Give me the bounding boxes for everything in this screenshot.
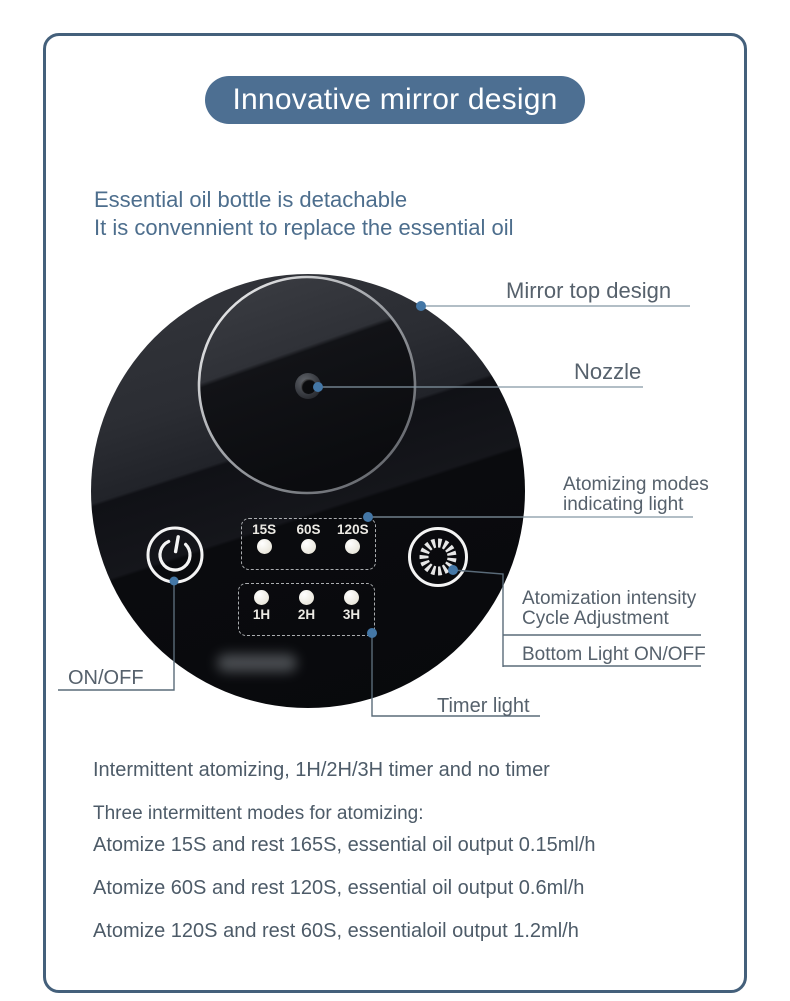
intensity-button-icon: [405, 524, 471, 590]
mode-label-15s: 15S: [252, 522, 277, 537]
mode-led-60s: [301, 539, 316, 554]
mode-led-15s: [257, 539, 272, 554]
product-top-view: [91, 274, 525, 708]
mirror-top-label: Mirror top design: [506, 278, 672, 303]
intensity-spinner-icon: [420, 539, 456, 575]
power-symbol-icon: [158, 534, 193, 572]
on-off-label: ON/OFF: [68, 667, 144, 689]
atomization-intensity-label: [522, 589, 696, 629]
bottom-light-label: Bottom Light ON/OFF: [522, 644, 706, 665]
subtitle-line-2: It is convennient to replace the essential oil: [94, 215, 514, 240]
atomizing-modes-line-2: indicating light: [563, 494, 684, 515]
timer-cell: [239, 590, 284, 635]
power-button-icon: [143, 523, 207, 587]
mode-cell: [286, 522, 330, 569]
mode-label-120s: 120S: [337, 522, 369, 537]
timer-led-1h: [254, 590, 269, 605]
timer-cell: [329, 590, 374, 635]
timer-label-2h: 2H: [297, 607, 316, 622]
atomizing-mode-panel: [241, 518, 376, 570]
mode-cell: [331, 522, 375, 569]
subtitle-line-1: Essential oil bottle is detachable: [94, 187, 408, 212]
nozzle: [295, 373, 321, 399]
nozzle-label: Nozzle: [574, 359, 642, 384]
title-pill: [205, 76, 585, 124]
description-line-3: Atomize 15S and rest 165S, essential oil output 0.15ml/h: [93, 834, 596, 856]
timer-label-1h: 1H: [252, 607, 271, 622]
atomization-intensity-line-2: Cycle Adjustment: [522, 608, 669, 629]
timer-label-3h: 3H: [342, 607, 361, 622]
timer-cell: [284, 590, 329, 635]
mode-label-60s: 60S: [296, 522, 321, 537]
intensity-button-ring: [410, 529, 467, 586]
description-line-1: Intermittent atomizing, 1H/2H/3H timer and no timer: [93, 759, 550, 781]
mode-led-120s: [345, 539, 360, 554]
blurred-brand-logo: [217, 654, 297, 672]
description-line-4: Atomize 60S and rest 120S, essential oil output 0.6ml/h: [93, 877, 585, 899]
timer-led-3h: [344, 590, 359, 605]
page-title: Innovative mirror design: [232, 83, 558, 116]
mode-cell: [242, 522, 286, 569]
nozzle-hole: [301, 379, 316, 394]
atomizing-modes-line-1: Atomizing modes: [563, 474, 709, 495]
description-line-2: Three intermittent modes for atomizing:: [93, 803, 424, 824]
timer-light-label: Timer light: [437, 695, 530, 717]
atomizing-modes-label: [563, 475, 709, 515]
power-button-ring: [148, 528, 202, 582]
timer-led-2h: [299, 590, 314, 605]
subtitle: [94, 186, 513, 242]
timer-panel: [238, 583, 375, 636]
atomization-intensity-line-1: Atomization intensity: [522, 588, 697, 609]
description-line-5: Atomize 120S and rest 60S, essentialoil output 1.2ml/h: [93, 920, 579, 942]
